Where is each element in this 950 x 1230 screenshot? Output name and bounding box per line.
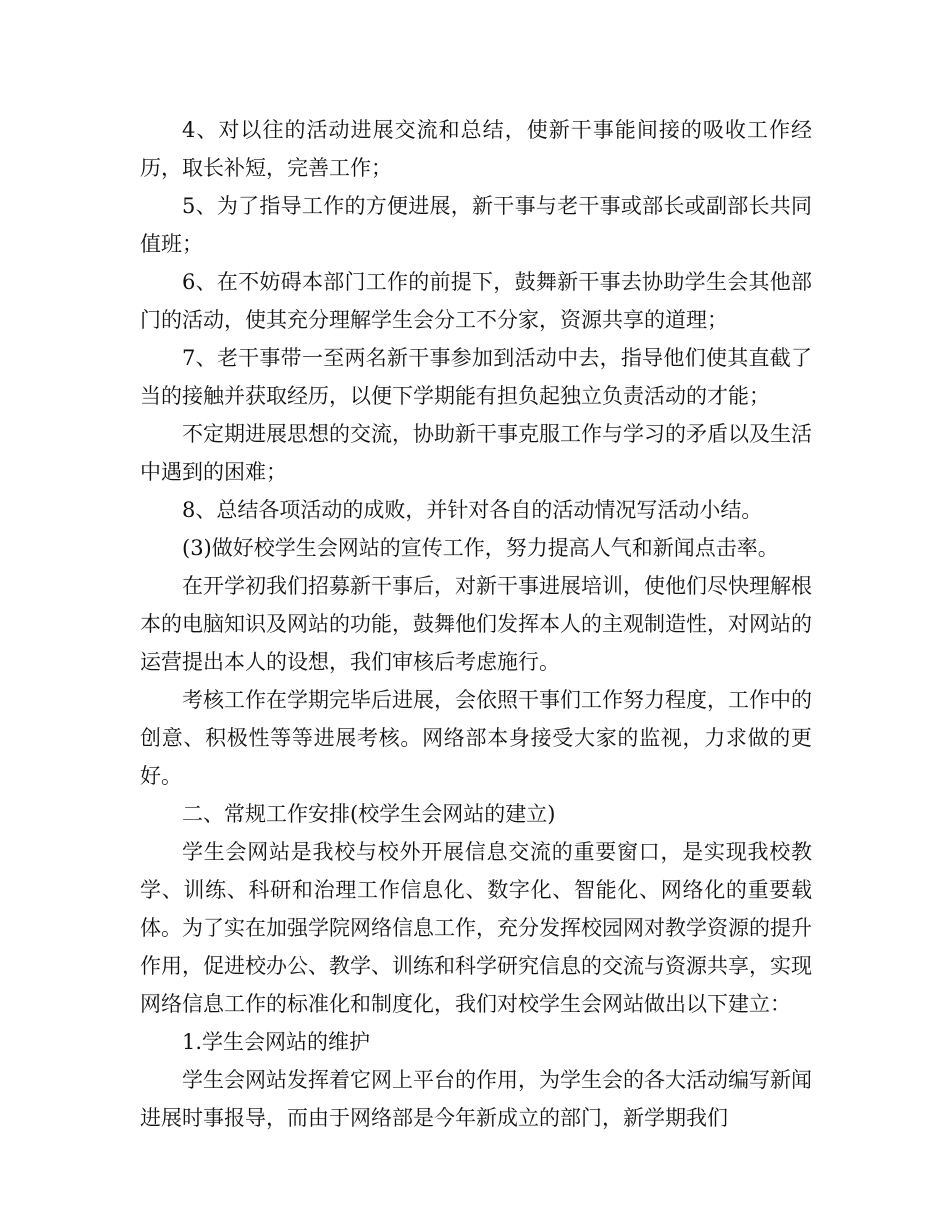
section-heading-2: 二、常规工作安排(校学生会网站的建立) [182,802,556,826]
paragraph-website-maintenance: 学生会网站发挥着它网上平台的作用，为学生会的各大活动编写新闻进展时事报导，而由于网络部是今年新成立的部门，新学期我们 [140,1068,812,1130]
document-body [140,111,812,1137]
paragraph-item-8: 8、总结各项活动的成败，并针对各自的活动情况写活动小结。 [182,498,763,522]
paragraph-communication: 不定期进展思想的交流，协助新干事克服工作与学习的矛盾以及生活中遇到的困难； [140,422,812,484]
paragraph-recruitment: 在开学初我们招募新干事后，对新干事进展培训，使他们尽快理解根本的电脑知识及网站的功能，鼓舞他们发挥本人的主观制造性，对网站的运营提出本人的设想，我们审核后考虑施行。 [140,574,812,674]
paragraph-item-4: 4、对以往的活动进展交流和总结，使新干事能间接的吸收工作经历，取长补短，完善工作； [140,118,812,180]
paragraph-assessment: 考核工作在学期完毕后进展，会依照干事们工作努力程度，工作中的创意、积极性等等进展考核。网络部本身接受大家的监视，力求做的更好。 [140,688,812,788]
paragraph-website-intro: 学生会网站是我校与校外开展信息交流的重要窗口，是实现我校教学、训练、科研和治理工作信息化、数字化、智能化、网络化的重要载体。为了实在加强学院网络信息工作，充分发挥校园网对教学资源的提升作用，促进校办公、教学、训练和科学研究信息的交流与资源共享，实现网络信息工作的标准化和制度化，我们对校学生会网站做出以下建立： [140,840,812,1016]
paragraph-item-7: 7、老干事带一至两名新干事参加到活动中去，指导他们使其直截了当的接触并获取经历，以便下学期能有担负起独立负责活动的才能； [140,346,812,408]
paragraph-item-6: 6、在不妨碍本部门工作的前提下，鼓舞新干事去协助学生会其他部门的活动，使其充分理解学生会分工不分家，资源共享的道理； [140,270,812,332]
paragraph-item-5: 5、为了指导工作的方便进展，新干事与老干事或部长或副部长共同值班； [140,194,812,256]
subheading-1: 1.学生会网站的维护 [182,1030,371,1054]
paragraph-section-3: (3)做好校学生会网站的宣传工作，努力提高人气和新闻点击率。 [182,536,779,560]
